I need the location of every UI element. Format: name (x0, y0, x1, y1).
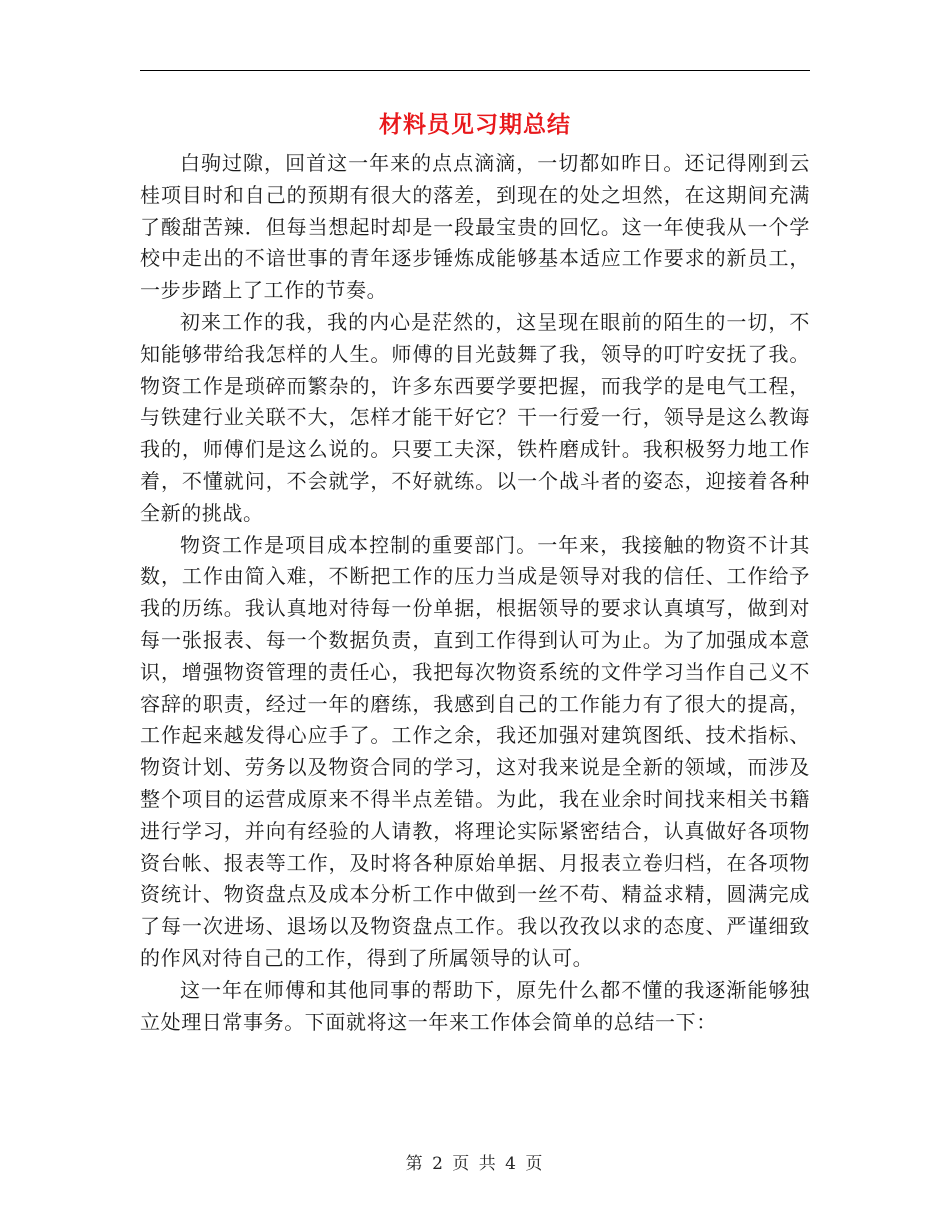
header-rule (140, 70, 810, 71)
document-body (140, 148, 810, 1038)
document-title: 材料员见习期总结 (379, 112, 571, 138)
paragraph-2: 初来工作的我，我的内心是茫然的，这呈现在眼前的陌生的一切，不知能够带给我怎样的人生。师傅的目光鼓舞了我，领导的叮咛安抚了我。物资工作是琐碎而繁杂的，许多东西要学要把握，而我学的是电气工程，与铁建行业关联不大，怎样才能干好它？干一行爱一行，领导是这么教诲我的，师傅们是这么说的。只要工夫深，铁杵磨成针。我积极努力地工作着，不懂就问，不会就学，不好就练。以一个战斗者的姿态，迎接着各种全新的挑战。 (140, 309, 810, 525)
paragraph-3: 物资工作是项目成本控制的重要部门。一年来，我接触的物资不计其数，工作由简入难，不断把工作的压力当成是领导对我的信任、工作给予我的历练。我认真地对待每一份单据，根据领导的要求认真填写，做到对每一张报表、每一个数据负责，直到工作得到认可为止。为了加强成本意识，增强物资管理的责任心，我把每次物资系统的文件学习当作自己义不容辞的职责，经过一年的磨练，我感到自己的工作能力有了很大的提高，工作起来越发得心应手了。工作之余，我还加强对建筑图纸、技术指标、物资计划、劳务以及物资合同的学习，这对我来说是全新的领域，而涉及整个项目的运营成原来不得半点差错。为此，我在业余时间找来相关书籍进行学习，并向有经验的人请教，将理论实际紧密结合，认真做好各项物资台帐、报表等工作，及时将各种原始单据、月报表立卷归档，在各项物资统计、物资盘点及成本分析工作中做到一丝不苟、精益求精，圆满完成了每一次进场、退场以及物资盘点工作。我以孜孜以求的态度、严谨细致的作风对待自己的工作，得到了所属领导的认可。 (140, 532, 810, 970)
page-number-footer: 第 2 页 共 4 页 (405, 1154, 545, 1174)
paragraph-4: 这一年在师傅和其他同事的帮助下，原先什么都不懂的我逐渐能够独立处理日常事务。下面就将这一年来工作体会简单的总结一下： (140, 977, 810, 1034)
paragraph-1: 白驹过隙，回首这一年来的点点滴滴，一切都如昨日。还记得刚到云桂项目时和自己的预期有很大的落差，到现在的处之坦然，在这期间充满了酸甜苦辣．但每当想起时却是一段最宝贵的回忆。这一年使我从一个学校中走出的不谙世事的青年逐步锤炼成能够基本适应工作要求的新员工，一步步踏上了工作的节奏。 (140, 151, 810, 303)
